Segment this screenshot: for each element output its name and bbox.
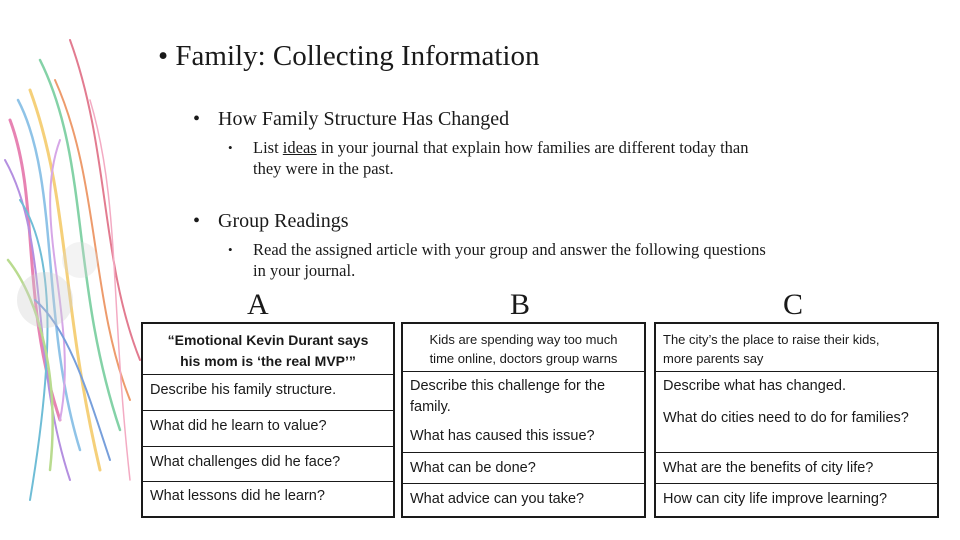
box-header xyxy=(143,324,393,375)
sub-text-post: in your journal that explain how families are different today than xyxy=(316,138,749,157)
article-title-line2: his mom is ‘the real MVP’” xyxy=(180,353,356,369)
sub-bullet-icon: • xyxy=(228,242,233,257)
section-text-group-readings xyxy=(253,239,893,281)
slide-title: • Family: Collecting Information xyxy=(158,40,540,72)
sub-bullet-icon: • xyxy=(228,140,233,155)
table-row xyxy=(656,484,937,514)
question-text: Describe what has changed. xyxy=(663,378,846,394)
table-row xyxy=(143,375,393,411)
reading-box-a xyxy=(141,322,395,518)
article-title-line1: The city’s the place to raise their kids, xyxy=(663,332,880,347)
question-text: Describe this challenge for the family. xyxy=(410,378,606,415)
question-text: What advice can you take? xyxy=(410,491,585,507)
question-text: What do cities need to do for families? xyxy=(663,410,909,426)
article-title-a xyxy=(145,330,391,372)
article-title-b xyxy=(405,330,642,368)
table-row xyxy=(143,447,393,482)
table-row xyxy=(403,372,644,453)
reading-box-c xyxy=(654,322,939,518)
box-header xyxy=(656,324,937,372)
decorative-brushstroke-icon xyxy=(0,0,150,540)
sub-text-line2: they were in the past. xyxy=(253,159,394,178)
bullet-icon: • xyxy=(193,108,201,130)
box-header xyxy=(403,324,644,372)
article-title-line1: “Emotional Kevin Durant says xyxy=(167,332,369,348)
sub-text-line2: in your journal. xyxy=(253,261,356,280)
section-heading-group-readings: Group Readings xyxy=(218,210,349,232)
table-row xyxy=(143,482,393,514)
question-text: What did he learn to value? xyxy=(150,418,327,434)
reading-box-b xyxy=(401,322,646,518)
column-letter-b: B xyxy=(510,288,531,321)
column-letter-c: C xyxy=(783,288,804,321)
table-row xyxy=(403,484,644,514)
section-heading-family-structure: How Family Structure Has Changed xyxy=(218,108,510,130)
article-title-line1: Kids are spending way too much xyxy=(429,332,618,347)
question-text: What lessons did he learn? xyxy=(150,488,325,504)
article-title-line2: time online, doctors group warns xyxy=(429,351,618,366)
column-letter-a: A xyxy=(247,288,269,321)
article-title-c xyxy=(663,330,931,368)
sub-text-line1: Read the assigned article with your group and answer the following questions xyxy=(253,240,766,259)
bullet-icon: • xyxy=(193,210,201,232)
article-title-line2: more parents say xyxy=(663,351,764,366)
question-text: How can city life improve learning? xyxy=(663,491,888,507)
table-row xyxy=(656,372,937,453)
sub-text-underlined: ideas xyxy=(282,138,317,157)
question-text: What has caused this issue? xyxy=(410,428,595,444)
question-text: What can be done? xyxy=(410,460,536,476)
table-row xyxy=(656,453,937,484)
section-text-family-structure xyxy=(253,137,873,179)
table-row xyxy=(143,411,393,447)
sub-text-pre: List xyxy=(253,138,283,157)
question-text: What challenges did he face? xyxy=(150,454,341,470)
question-text: Describe his family structure. xyxy=(150,382,337,398)
table-row xyxy=(403,453,644,484)
question-text: What are the benefits of city life? xyxy=(663,460,874,476)
